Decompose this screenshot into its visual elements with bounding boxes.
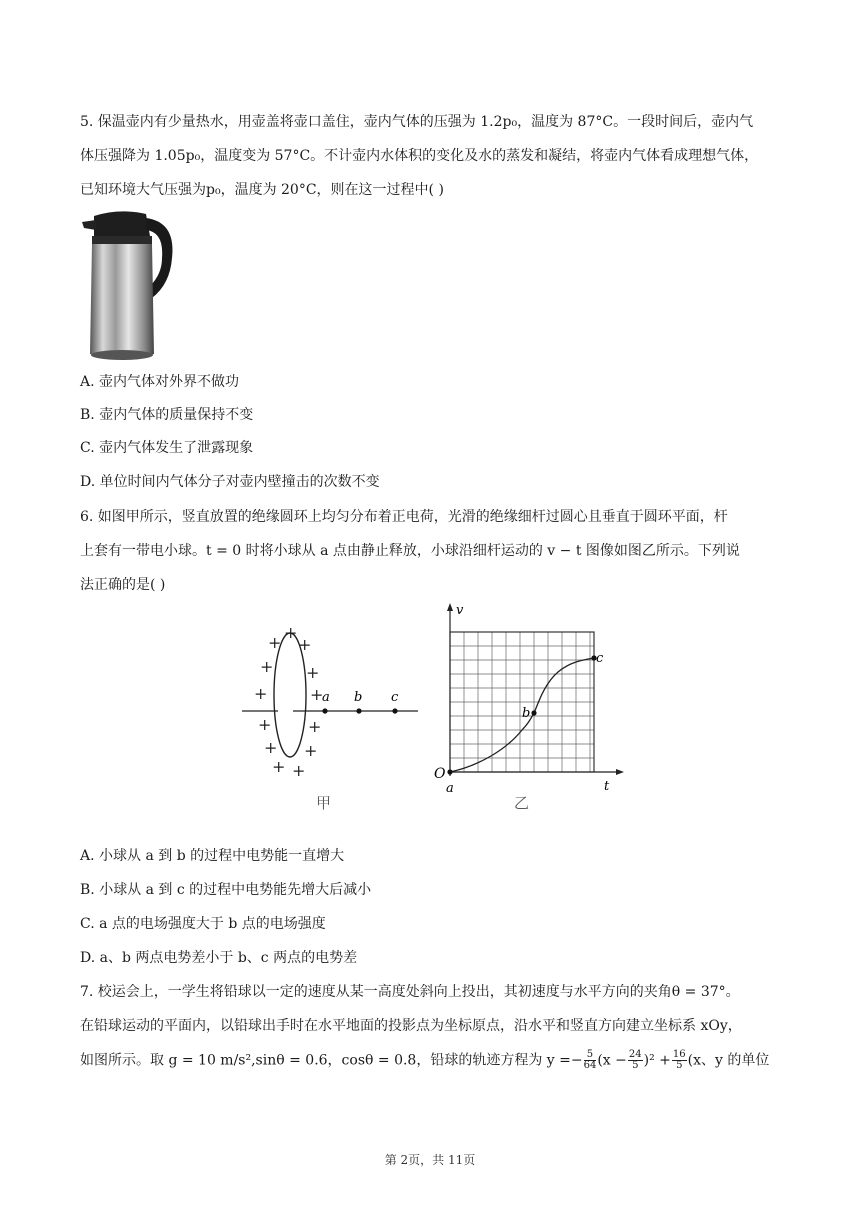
ring-diagram <box>242 623 418 812</box>
q6-figure <box>238 600 628 815</box>
plus-charge: + <box>258 715 272 734</box>
frac-den: 5 <box>632 1060 639 1071</box>
q6-option-b: B. 小球从 a 到 c 的过程中电势能先增大后减小 <box>80 882 372 898</box>
q6-option-d: D. a、b 两点电势差小于 b、c 两点的电势差 <box>80 950 358 966</box>
axis-label-t: t <box>604 779 610 794</box>
q5-option-b: B. 壶内气体的质量保持不变 <box>80 407 254 423</box>
plus-charge: + <box>284 623 298 642</box>
q5-option-c: C. 壶内气体发生了泄露现象 <box>80 440 254 456</box>
label-b: b <box>354 690 363 705</box>
graph-label-c: c <box>596 651 604 666</box>
point-c-dot <box>392 708 397 713</box>
graph-grid <box>450 632 594 772</box>
q6-line-2: 上套有一带电小球。t = 0 时将小球从 a 点由静止释放，小球沿细杆运动的 v − t 图像如图乙所示。下列说 <box>80 543 740 559</box>
q6-line-1: 6. 如图甲所示，竖直放置的绝缘圆环上均匀分布着正电荷，光滑的绝缘细杆过圆心且垂直于圆环平面，杆 <box>80 509 728 525</box>
frac-den: 5 <box>676 1060 683 1071</box>
q5-line-1: 5. 保温壶内有少量热水，用壶盖将壶口盖住，壶内气体的压强为 1.2p₀，温度为 87°C。一段时间后，壶内气 <box>80 114 754 130</box>
thermos-kettle-image <box>80 208 180 364</box>
caption-yi: 乙 <box>514 794 530 812</box>
graph-point-a <box>447 769 452 774</box>
q5-option-d: D. 单位时间内气体分子对壶内壁撞击的次数不变 <box>80 474 380 490</box>
page-footer: 第 2页，共 11页 <box>384 1153 476 1167</box>
plus-charge: + <box>260 657 274 676</box>
plus-charge: + <box>298 635 312 654</box>
fraction-16-5 <box>672 1050 687 1071</box>
q7-line-3-mid1: (x − <box>597 1052 627 1069</box>
plus-charge: + <box>272 757 286 776</box>
graph-point-b <box>531 710 536 715</box>
label-c: c <box>391 690 399 705</box>
q6-option-c: C. a 点的电场强度大于 b 点的电场强度 <box>80 916 326 932</box>
caption-jia: 甲 <box>316 794 332 812</box>
plus-charge: + <box>254 684 268 703</box>
plus-charge: + <box>310 685 324 704</box>
fraction-5-64 <box>584 1050 597 1071</box>
graph-label-b: b <box>522 706 531 721</box>
plus-charge: + <box>264 738 278 757</box>
plus-charge: + <box>268 633 282 652</box>
point-b-dot <box>356 708 361 713</box>
graph-label-a: a <box>446 781 454 796</box>
vt-graph <box>434 603 624 812</box>
q7-line-3-post: (x、y 的单位 <box>687 1052 770 1069</box>
q7-line-2: 在铅球运动的平面内，以铅球出手时在水平地面的投影点为坐标原点，沿水平和竖直方向建立坐标系 xOy， <box>80 1018 742 1034</box>
t-axis-arrow <box>616 769 624 775</box>
plus-charge: + <box>308 717 322 736</box>
q7-line-3-mid2: )² + <box>643 1052 671 1069</box>
q6-line-3: 法正确的是( ) <box>80 577 166 593</box>
q7-line-1: 7. 校运会上，一学生将铅球以一定的速度从某一高度处斜向上投出，其初速度与水平方向的夹角θ = 37°。 <box>80 984 740 1000</box>
frac-den: 64 <box>583 1060 597 1071</box>
v-axis-arrow <box>447 603 453 611</box>
frac-num: 24 <box>628 1049 642 1060</box>
origin-label: O <box>434 766 446 782</box>
q5-line-2: 体压强降为 1.05p₀，温度变为 57°C。不计壶内水体积的变化及水的蒸发和凝结，将壶内气体看成理想气体， <box>80 148 759 164</box>
frac-num: 16 <box>672 1049 686 1060</box>
q7-line-3 <box>80 1050 790 1071</box>
fraction-24-5 <box>628 1050 643 1071</box>
q5-line-3: 已知环境大气压强为p₀，温度为 20°C，则在这一过程中( ) <box>80 182 444 198</box>
label-a: a <box>322 690 330 705</box>
axis-label-v: v <box>456 603 464 618</box>
point-a-dot <box>322 708 327 713</box>
plus-charge: + <box>306 663 320 682</box>
plus-charge: + <box>304 741 318 760</box>
plus-charge: + <box>292 761 306 780</box>
q6-option-a: A. 小球从 a 到 b 的过程中电势能一直增大 <box>80 848 345 864</box>
frac-num: 5 <box>584 1050 597 1061</box>
q7-line-3-pre: 如图所示。取 g = 10 m/s²,sinθ = 0.6，cosθ = 0.8，铅球的轨迹方程为 y =− <box>80 1052 583 1069</box>
q5-option-a: A. 壶内气体对外界不做功 <box>80 374 240 390</box>
